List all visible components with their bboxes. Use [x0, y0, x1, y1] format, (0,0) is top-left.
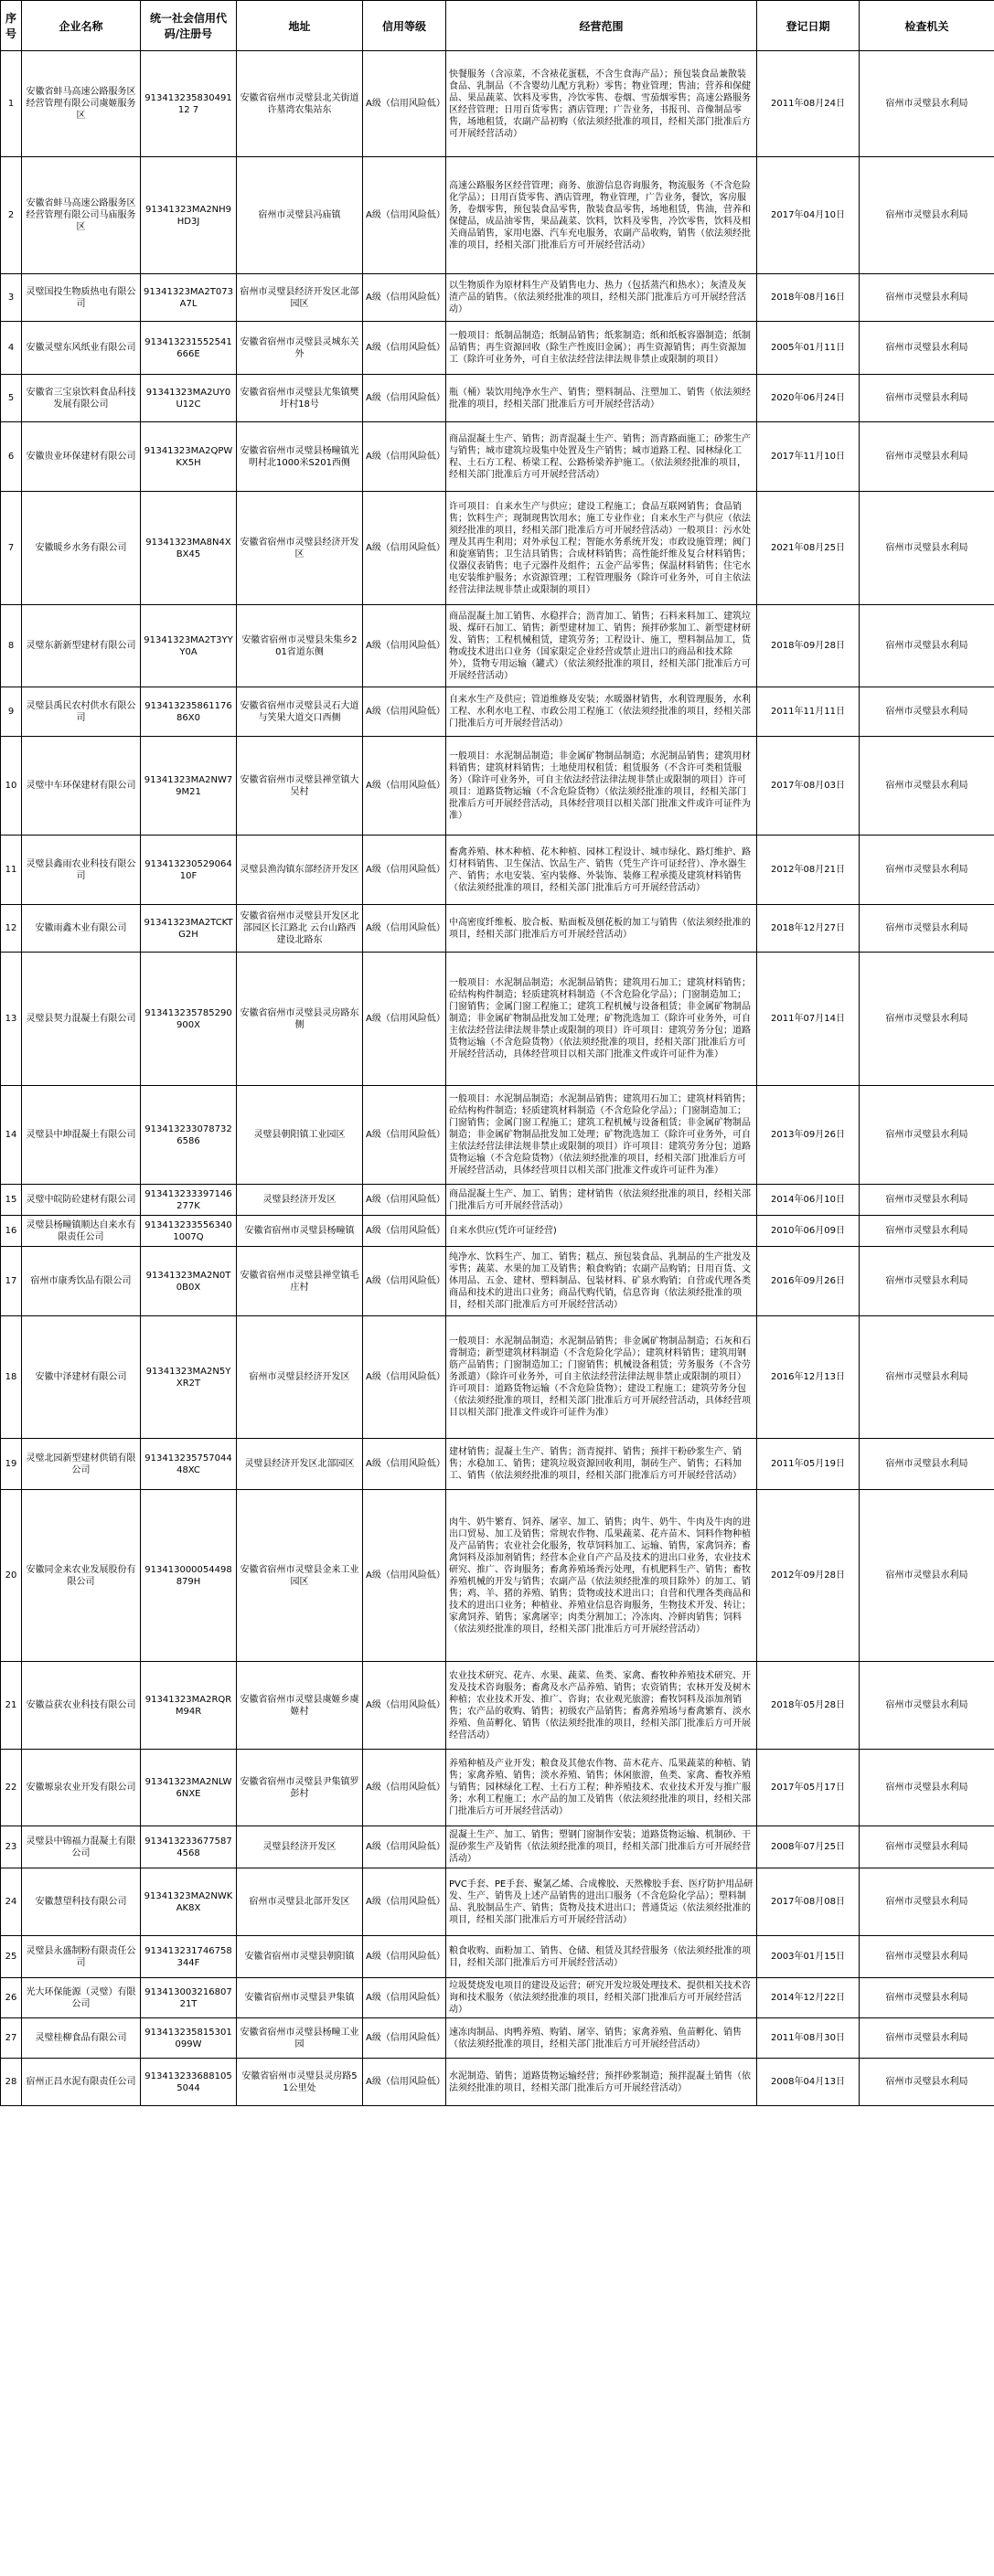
cell-grade: A级（信用风险低）: [363, 375, 446, 422]
cell-scope: 养殖种植及产业开发；粮食及其他农作物、苗木花卉、瓜果蔬菜的种植、销售；家禽养殖、销售；淡水养殖、销售；休闲旅游，鱼类、家禽、畜牧养殖与销售；园林绿化工程、土石方工程；种养殖技术、农业技术开发与推广服务；水利工程施工；水产品的加工及销售（依法须经批准的项目，经相关部门批准后方可开展经营活动）: [446, 1750, 757, 1826]
cell-grade: A级（信用风险低）: [363, 1086, 446, 1185]
header-name: 企业名称: [22, 1, 141, 51]
cell-scope: 畜禽养殖、林木种植、花木种植、园林工程设计、城市绿化、路灯维护、路灯材料销售、卫生保洁、饮品生产、销售（凭生产许可证经营）、净水器生产、销售；水电安装、室内装修、外装饰、装修工程承揽及建筑材料销售（依法须经批准的项目，经相关部门批准后方可开展经营活动）: [446, 836, 757, 905]
cell-no: 8: [1, 605, 22, 687]
cell-grade: A级（信用风险低）: [363, 1662, 446, 1750]
cell-date: 2021年08月25日: [757, 492, 860, 605]
cell-scope: PVC手套、PE手套、聚氯乙烯、合成橡胶、天然橡胶手套、医疗防护用品研发、生产、销售及上述产品销售的进出口服务（不含危险化学品）；塑料制品、乳胶制品生产、销售；货物及技术进出口；普通货运（依法须经批准的项目，经相关部门批准后方可开展经营活动）: [446, 1868, 757, 1936]
cell-date: 2017年08月03日: [757, 737, 860, 836]
cell-org: 宿州市灵璧县水利局: [860, 953, 994, 1086]
cell-code: 91341323MA2T3YYY0A: [141, 605, 237, 687]
cell-org: 宿州市灵璧县水利局: [860, 157, 994, 274]
cell-no: 25: [1, 1936, 22, 1978]
cell-company: 灵璧县禹民农村供水有限公司: [22, 687, 141, 737]
cell-no: 5: [1, 375, 22, 422]
table-row: [1, 1247, 994, 1316]
cell-address: 宿州市灵璧县经济开发区北部园区: [237, 274, 363, 322]
cell-code: 91341323MA2UY0U12C: [141, 375, 237, 422]
cell-date: 2011年07月14日: [757, 953, 860, 1086]
cell-scope: 自来水生产及供应；管道维修及安装；水暖器材销售，水利管理服务，水利工程、水利水电工程、市政公用工程施工（依法须经批准的项目，经相关部门批准后方可开展经营活动）: [446, 687, 757, 737]
cell-grade: A级（信用风险低）: [363, 1490, 446, 1662]
header-scope: 经营范围: [446, 1, 757, 51]
cell-code: 91341323575704448XC: [141, 1439, 237, 1490]
cell-scope: 肉牛、奶牛繁育、饲养、屠宰、加工、销售；肉牛、奶牛、牛肉及牛肉的进出口贸易、加工及销售；常规农作物、瓜果蔬菜、花卉苗木、饲料作物种植及产品销售；农业社会化服务，牧草饲料加工、运输、销售，家禽饲养；畜禽饲料及添加剂销售；经营本企业自产产品及技术的进出口业务，农业技术研究、推广、咨询服务；畜禽养殖场粪污处理，有机肥料生产、销售；畜牧养殖机械的开发与销售；农副产品（依法须经批准的项目除外）的加工、销售；鸡、羊、猪的养殖、销售；货物或技术进出口；自营和代理各类商品和技术的进出口业务；种植业、养殖业信息咨询服务，生物技术开发、转让；家禽饲养、销售；家禽屠宰；肉类分割加工；冷冻肉、冷鲜肉销售；饲料（依法须经批准的项目，经相关部门批准后方可开展经营活动）: [446, 1490, 757, 1662]
cell-org: 宿州市灵璧县水利局: [860, 322, 994, 375]
cell-grade: A级（信用风险低）: [363, 1216, 446, 1247]
cell-org: 宿州市灵璧县水利局: [860, 375, 994, 422]
cell-org: 宿州市灵璧县水利局: [860, 1868, 994, 1936]
cell-org: 宿州市灵璧县水利局: [860, 1490, 994, 1662]
cell-grade: A级（信用风险低）: [363, 157, 446, 274]
cell-address: 灵璧县经济开发区北部园区: [237, 1439, 363, 1490]
cell-org: 宿州市灵璧县水利局: [860, 274, 994, 322]
cell-company: 灵璧桂柳食品有限公司: [22, 2018, 141, 2059]
table-row: [1, 492, 994, 605]
cell-company: 灵璧国投生物质热电有限公司: [22, 274, 141, 322]
table-row: [1, 1936, 994, 1978]
cell-no: 13: [1, 953, 22, 1086]
header-date: 登记日期: [757, 1, 860, 51]
cell-org: 宿州市灵璧县水利局: [860, 1826, 994, 1868]
cell-date: 2017年11月10日: [757, 422, 860, 492]
table-row: [1, 322, 994, 375]
table-row: [1, 1826, 994, 1868]
table-row: [1, 1439, 994, 1490]
cell-code: 91341323MA2NH9HD3J: [141, 157, 237, 274]
table-row: [1, 1086, 994, 1185]
table-row: [1, 375, 994, 422]
cell-code: 91341323MA2NWKAK8X: [141, 1868, 237, 1936]
cell-no: 11: [1, 836, 22, 905]
cell-company: 灵璧中皖防砼建材有限公司: [22, 1185, 141, 1216]
cell-code: 913413231552541666E: [141, 322, 237, 375]
cell-org: 宿州市灵璧县水利局: [860, 1439, 994, 1490]
cell-code: 91341323586117686X0: [141, 687, 237, 737]
cell-date: 2018年09月28日: [757, 605, 860, 687]
cell-company: 安徽省蚌马高速公路服务区经营管理有限公司马庙服务区: [22, 157, 141, 274]
header-row: [1, 1, 994, 51]
cell-code: 9134132335563401007Q: [141, 1216, 237, 1247]
cell-company: 光大环保能源（灵璧）有限公司: [22, 1978, 141, 2018]
cell-company: 灵璧中车环保建材有限公司: [22, 737, 141, 836]
cell-company: 灵璧东新新型建材有限公司: [22, 605, 141, 687]
cell-scope: 瓶（桶）装饮用纯净水生产、销售；塑料制品、注塑加工、销售（依法须经批准的项目，经相关部门批准后方可开展经营活动）: [446, 375, 757, 422]
cell-code: 91341323MA8N4XBX45: [141, 492, 237, 605]
header-no: 序号: [1, 1, 22, 51]
table-row: [1, 953, 994, 1086]
cell-address: 安徽省宿州市灵璧县灵房路东侧: [237, 953, 363, 1086]
cell-grade: A级（信用风险低）: [363, 1247, 446, 1316]
cell-scope: 纯净水、饮料生产、加工、销售；糕点、预包装食品、乳制品的生产批发及零售；蔬菜、水果的加工及销售；粮食购销；农副产品购销；日用百货、文体用品、五金、建材、塑料制品、包装材料、矿泉水购销；自营或代理各类商品和技术的进出口业务；商品代购代销，信息咨询（依法须经批准的项目，经相关部门批准后方可开展经营活动）: [446, 1247, 757, 1316]
cell-no: 18: [1, 1316, 22, 1439]
cell-scope: 商品混凝土生产、销售；沥青混凝土生产、销售；沥青路面施工；砂浆生产与销售；城市建筑垃圾集中处置及生产销售；城市道路工程、园林绿化工程、土石方工程、桥梁工程、公路桥梁养护施工。（依法须经批准的项目，经相关部门批准后方可开展经营活动）: [446, 422, 757, 492]
header-org: 检查机关: [860, 1, 994, 51]
cell-code: 913413000054498879H: [141, 1490, 237, 1662]
cell-no: 22: [1, 1750, 22, 1826]
cell-date: 2014年06月10日: [757, 1185, 860, 1216]
cell-no: 23: [1, 1826, 22, 1868]
cell-grade: A级（信用风险低）: [363, 1185, 446, 1216]
cell-no: 3: [1, 274, 22, 322]
cell-org: 宿州市灵璧县水利局: [860, 1316, 994, 1439]
cell-company: 安徽雨鑫木业有限公司: [22, 905, 141, 953]
cell-grade: A级（信用风险低）: [363, 905, 446, 953]
cell-address: 灵璧县经济开发区: [237, 1185, 363, 1216]
cell-address: 宿州市灵璧县北部开发区: [237, 1868, 363, 1936]
cell-date: 2011年11月11日: [757, 687, 860, 737]
cell-company: 灵璧北园新型建材供销有限公司: [22, 1439, 141, 1490]
cell-address: 安徽省宿州市灵璧县灵城东关外: [237, 322, 363, 375]
cell-no: 1: [1, 51, 22, 157]
cell-address: 灵璧县渔沟镇东部经济开发区: [237, 836, 363, 905]
cell-company: 安徽暖乡水务有限公司: [22, 492, 141, 605]
table-row: [1, 1868, 994, 1936]
header-grade: 信用等级: [363, 1, 446, 51]
cell-date: 2017年04月10日: [757, 157, 860, 274]
cell-no: 2: [1, 157, 22, 274]
cell-org: 宿州市灵璧县水利局: [860, 1086, 994, 1185]
cell-no: 24: [1, 1868, 22, 1936]
cell-grade: A级（信用风险低）: [363, 953, 446, 1086]
cell-code: 913413233397146277K: [141, 1185, 237, 1216]
cell-no: 16: [1, 1216, 22, 1247]
cell-company: 安徽塬泉农业开发有限公司: [22, 1750, 141, 1826]
cell-company: 安徽省三宝泉饮料食品科技发展有限公司: [22, 375, 141, 422]
cell-date: 2008年04月13日: [757, 2059, 860, 2106]
cell-scope: 速冻肉制品、肉鸭养殖、购销、屠宰、销售；家禽养殖、鱼苗孵化、销售（依法须经批准的项目，经相关部门批准后方可开展经营活动）: [446, 2018, 757, 2059]
table-row: [1, 51, 994, 157]
cell-date: 2014年12月22日: [757, 1978, 860, 2018]
cell-code: 91341323MA2N0T0B0X: [141, 1247, 237, 1316]
cell-no: 4: [1, 322, 22, 375]
cell-company: 灵璧县杨疃镇顺达自来水有限责任公司: [22, 1216, 141, 1247]
table-row: [1, 737, 994, 836]
cell-scope: 一般项目：水泥制品制造；水泥制品销售；建筑用石加工；建筑材料销售；砼结构构件制造；轻质建筑材料制造（不含危险化学品）；门窗制造加工；门窗销售；金属门窗工程施工；建筑工程机械与设备租赁；非金属矿物制品制造；非金属矿物制品批发加工处理；矿物洗选加工（除许可业务外，可自主依法经营法律法规非禁止或限制的项目）许可项目：建筑劳务分包；道路货物运输（不含危险货物）（依法须经批准的项目，经相关部门批准后方可开展经营活动，具体经营项目以相关部门批准文件或许可证件为准）: [446, 953, 757, 1086]
cell-date: 2011年05月19日: [757, 1439, 860, 1490]
cell-code: 91341323MA2RQRM94R: [141, 1662, 237, 1750]
cell-no: 6: [1, 422, 22, 492]
table-row: [1, 1185, 994, 1216]
cell-scope: 一般项目：水泥制品制造；非金属矿物制品制造；水泥制品销售；建筑用材料销售；建筑材料销售；土地使用权租赁；租赁服务（不含许可类租赁服务）（除许可业务外，可自主依法经营法律法规非禁止或限制的项目）许可项目：道路货物运输（不含危险货物）（依法须经批准的项目，经相关部门批准后方可开展经营活动，具体经营项目以相关部门批准文件或许可证件为准）: [446, 737, 757, 836]
cell-company: 安徽同金来农业发展股份有限公司: [22, 1490, 141, 1662]
cell-address: 安徽省宿州市灵璧县杨疃镇光明村北1000米S201西侧: [237, 422, 363, 492]
cell-date: 2017年08月08日: [757, 1868, 860, 1936]
cell-org: 宿州市灵璧县水利局: [860, 1662, 994, 1750]
cell-no: 7: [1, 492, 22, 605]
cell-org: 宿州市灵璧县水利局: [860, 1936, 994, 1978]
table-row: [1, 1490, 994, 1662]
cell-code: 9134132330787326586: [141, 1086, 237, 1185]
table-row: [1, 2059, 994, 2106]
cell-address: 安徽省宿州市灵璧县开发区北部园区长江路北 云台山路西 建设北路东: [237, 905, 363, 953]
cell-address: 安徽省宿州市灵璧县经济开发区: [237, 492, 363, 605]
cell-company: 灵璧县鑫雨农业科技有限公司: [22, 836, 141, 905]
cell-grade: A级（信用风险低）: [363, 492, 446, 605]
cell-address: 安徽省宿州市灵璧县尹集镇罗彭村: [237, 1750, 363, 1826]
cell-code: 91341323MA2QPWKX5H: [141, 422, 237, 492]
cell-scope: 许可项目：自来水生产与供应；建设工程施工；食品互联网销售；食品销售；饮料生产；现制现售饮用水；施工专业作业；自来水生产与供应（依法须经批准的项目，经相关部门批准后方可开展经营活动）一般项目：污水处理及其再生利用；对外承包工程；智能水务系统开发；市政设施管理；阀门和旋塞销售；卫生洁具销售；合成材料销售；高性能纤维及复合材料销售；仪器仪表销售；电子元器件及组件；五金产品零售；保温材料销售；住宅水电安装维护服务；水资源管理；工程管理服务（除许可业务外，可自主依法经营法律法规非禁止或限制的项目）: [446, 492, 757, 605]
cell-address: 安徽省宿州市灵璧县虞姬乡虞姬村: [237, 1662, 363, 1750]
cell-company: 灵璧县永盛制粉有限责任公司: [22, 1936, 141, 1978]
cell-address: 宿州市灵璧县经济开发区: [237, 1316, 363, 1439]
cell-no: 19: [1, 1439, 22, 1490]
cell-scope: 高速公路服务区经营管理；商务、旅游信息咨询服务，物流服务（不含危险化学品）；日用百货零售、酒店管理，物业管理，广告业务，餐饮，客房服务，卷烟零售，预包装食品零售，散装食品零售，场地租赁，售油，营养和保健品，成品油零售，果品蔬菜、饮料，饮料及零售，冷饮零售，饮料及相关商品销售，家用电器、汽车充电服务，农副产品收购，销售（依法须经批准的项目，经相关部门批准后方可开展经营活动）: [446, 157, 757, 274]
cell-grade: A级（信用风险低）: [363, 1868, 446, 1936]
cell-company: 安徽慧望科技有限公司: [22, 1868, 141, 1936]
cell-company: 灵璧县中坤混凝土有限公司: [22, 1086, 141, 1185]
cell-address: 安徽省宿州市灵璧县金来工业园区: [237, 1490, 363, 1662]
cell-date: 2003年01月15日: [757, 1936, 860, 1978]
cell-scope: 一般项目：纸制品制造；纸制品销售；纸浆制造；纸和纸板容器制造；纸制品销售；再生资源回收（除生产性废旧金属）；再生资源销售；再生资源加工（除许可业务外，可自主依法经营法律法规非禁止或限制的项目）: [446, 322, 757, 375]
cell-no: 26: [1, 1978, 22, 2018]
cell-code: 91341323MA2NW79M21: [141, 737, 237, 836]
table-row: [1, 1216, 994, 1247]
cell-no: 10: [1, 737, 22, 836]
cell-company: 安徽贵业环保建材有限公司: [22, 422, 141, 492]
cell-grade: A级（信用风险低）: [363, 1750, 446, 1826]
cell-address: 安徽省宿州市灵璧县杨疃工业园: [237, 2018, 363, 2059]
cell-address: 安徽省宿州市灵璧县灵房路51公里处: [237, 2059, 363, 2106]
cell-date: 2018年08月16日: [757, 274, 860, 322]
cell-org: 宿州市灵璧县水利局: [860, 1216, 994, 1247]
cell-grade: A级（信用风险低）: [363, 1316, 446, 1439]
cell-company: 宿州市康秀饮品有限公司: [22, 1247, 141, 1316]
cell-date: 2013年09月26日: [757, 1086, 860, 1185]
cell-code: 913413235815301099W: [141, 2018, 237, 2059]
cell-grade: A级（信用风险低）: [363, 737, 446, 836]
cell-address: 安徽省宿州市灵璧县禅堂镇毛庄村: [237, 1247, 363, 1316]
cell-company: 安徽省蚌马高速公路服务区经营管理有限公司虞姬服务区: [22, 51, 141, 157]
cell-date: 2011年08月30日: [757, 2018, 860, 2059]
cell-scope: 中高密度纤维板、胶合板、贴面板及刨花板的加工与销售（依法须经批准的项目，经相关部门批准后方可开展经营活动）: [446, 905, 757, 953]
cell-grade: A级（信用风险低）: [363, 836, 446, 905]
cell-org: 宿州市灵璧县水利局: [860, 737, 994, 836]
cell-date: 2016年09月26日: [757, 1247, 860, 1316]
table-row: [1, 1750, 994, 1826]
cell-org: 宿州市灵璧县水利局: [860, 51, 994, 157]
header-address: 地址: [237, 1, 363, 51]
cell-scope: 水泥制造、销售；道路货物运输经营；预拌砂浆制造；预拌混凝土销售（依法须经批准的项目，经相关部门批准后方可开展经营活动）: [446, 2059, 757, 2106]
table-row: [1, 2018, 994, 2059]
cell-grade: A级（信用风险低）: [363, 422, 446, 492]
cell-address: 安徽省宿州市灵璧县朝阳镇: [237, 1936, 363, 1978]
cell-address: 安徽省宿州市灵璧县尹集镇: [237, 1978, 363, 2018]
cell-date: 2020年06月24日: [757, 375, 860, 422]
cell-address: 安徽省宿州市灵璧县尤集镇樊圩村18号: [237, 375, 363, 422]
cell-no: 17: [1, 1247, 22, 1316]
cell-no: 21: [1, 1662, 22, 1750]
cell-grade: A级（信用风险低）: [363, 605, 446, 687]
cell-scope: 一般项目：水泥制品制造；水泥制品销售；非金属矿物制品制造；石灰和石膏制造；新型建筑材料制造（不含危险化学品）；建筑材料销售；建筑用钢筋产品销售；门窗制造加工；门窗销售；机械设备租赁；劳务服务（不含劳务派遣）（除许可业务外，可自主依法经营法律法规非禁止或限制的项目）许可项目：道路货物运输（不含危险货物）；建设工程施工；建筑劳务分包（依法须经批准的项目，经相关部门批准后方可开展经营活动，具体经营项目以相关部门批准文件或许可证件为准）: [446, 1316, 757, 1439]
cell-grade: A级（信用风险低）: [363, 2018, 446, 2059]
cell-company: 安徽灵璧东风纸业有限公司: [22, 322, 141, 375]
cell-org: 宿州市灵璧县水利局: [860, 1247, 994, 1316]
cell-org: 宿州市灵璧县水利局: [860, 1750, 994, 1826]
cell-org: 宿州市灵璧县水利局: [860, 605, 994, 687]
cell-scope: 建材销售；混凝土生产、销售；沥青搅拌、销售；预拌干粉砂浆生产、销售；水稳加工、销售；建筑垃圾资源回收利用，制砖生产、销售；石料加工、销售（依法须经批准的项目，经相关部门批准后方可开展经营活动）: [446, 1439, 757, 1490]
cell-org: 宿州市灵璧县水利局: [860, 1185, 994, 1216]
table-row: [1, 422, 994, 492]
cell-scope: 商品混凝土加工销售、水稳拌合；沥青加工、销售；石料来料加工、建筑垃圾、煤矸石加工、销售；新型建材加工、销售；预拌砂浆加工、新型建材研发、销售；工程机械租赁，建筑劳务；工程设计、施工，塑料制品加工，货物或技术进出口业务（国家限定企业经营或禁止进出口的商品和技术除外），货物专用运输（罐式）（依法须经批准的项目，经相关部门批准后方可开展经营活动）: [446, 605, 757, 687]
cell-org: 宿州市灵璧县水利局: [860, 687, 994, 737]
cell-org: 宿州市灵璧县水利局: [860, 2059, 994, 2106]
table-row: [1, 1316, 994, 1439]
cell-date: 2017年05月17日: [757, 1750, 860, 1826]
cell-grade: A级（信用风险低）: [363, 2059, 446, 2106]
table-row: [1, 687, 994, 737]
cell-company: 宿州正昌水泥有限责任公司: [22, 2059, 141, 2106]
table-row: [1, 905, 994, 953]
cell-grade: A级（信用风险低）: [363, 1826, 446, 1868]
cell-code: 913413231746758344F: [141, 1936, 237, 1978]
cell-address: 灵璧县经济开发区: [237, 1826, 363, 1868]
table-row: [1, 1662, 994, 1750]
cell-code: 91341300321680721T: [141, 1978, 237, 2018]
cell-scope: 商品混凝土生产、加工、销售；建材销售（依法须经批准的项目，经相关部门批准后方可开展经营活动）: [446, 1185, 757, 1216]
cell-code: 9134132336775874568: [141, 1826, 237, 1868]
cell-grade: A级（信用风险低）: [363, 274, 446, 322]
cell-code: 91341323MA2T073A7L: [141, 274, 237, 322]
cell-scope: 混凝土生产、加工、销售；塑钢门窗制作安装；道路货物运输、机制砂、干混砂浆生产及销售（依法须经批准的项目，经相关部门批准后方可开展经营活动）: [446, 1826, 757, 1868]
cell-grade: A级（信用风险低）: [363, 1439, 446, 1490]
cell-scope: 以生物质作为原材料生产及销售电力、热力（包括蒸汽和热水）；灰渣及灰渣产品的销售。（依法须经批准的项目，经相关部门批准后方可开展经营活动）: [446, 274, 757, 322]
cell-scope: 一般项目：水泥制品制造；水泥制品销售；建筑用石加工；建筑材料销售；砼结构构件制造；轻质建筑材料制造（不含危险化学品）；门窗制造加工；门窗销售；金属门窗工程施工；建筑工程机械与设备租赁；非金属矿物制品制造；非金属矿物制品批发加工处理；矿物洗选加工（除许可业务外，可自主依法经营法律法规非禁止或限制的项目）许可项目：建筑劳务分包；道路货物运输（不含危险货物）（依法须经批准的项目，经相关部门批准后方可开展经营活动，具体经营项目以相关部门批准文件或许可证件为准）: [446, 1086, 757, 1185]
cell-grade: A级（信用风险低）: [363, 1978, 446, 2018]
cell-code: 91341323MA2TCKTG2H: [141, 905, 237, 953]
cell-code: 913413235785290900X: [141, 953, 237, 1086]
table-row: [1, 274, 994, 322]
cell-date: 2016年12月13日: [757, 1316, 860, 1439]
cell-address: 安徽省宿州市灵璧县北关街道许墓湾农集站东: [237, 51, 363, 157]
header-code: 统一社会信用代码/注册号: [141, 1, 237, 51]
cell-address: 安徽省宿州市灵璧县杨疃镇: [237, 1216, 363, 1247]
table-row: [1, 836, 994, 905]
cell-grade: A级（信用风险低）: [363, 322, 446, 375]
cell-date: 2012年08月21日: [757, 836, 860, 905]
cell-no: 28: [1, 2059, 22, 2106]
cell-company: 灵璧县中锦福力混凝土有限公司: [22, 1826, 141, 1868]
cell-date: 2018年05月28日: [757, 1662, 860, 1750]
cell-org: 宿州市灵璧县水利局: [860, 422, 994, 492]
cell-org: 宿州市灵璧县水利局: [860, 836, 994, 905]
cell-scope: 自来水供应(凭许可证经营): [446, 1216, 757, 1247]
cell-company: 安徽益获农业科技有限公司: [22, 1662, 141, 1750]
cell-date: 2005年01月11日: [757, 322, 860, 375]
table-row: [1, 605, 994, 687]
cell-org: 宿州市灵璧县水利局: [860, 1978, 994, 2018]
cell-date: 2012年09月28日: [757, 1490, 860, 1662]
cell-date: 2008年07月25日: [757, 1826, 860, 1868]
cell-scope: 快餐服务（含凉菜，不含裱花蛋糕，不含生食海产品）；预包装食品兼散装食品、乳制品（不含婴幼儿配方乳粉）零售；物业管理；售油；营养和保健品、果品蔬菜、饮料及零售，冷饮零售、卷烟、雪茄烟零售；高速公路服务区经营管理；日用百货零售；酒店管理；广告业务，书报刊、音像制品零售，场地租赁，农副产品初购（依法须经批准的项目，经相关部门批准后方可开展经营活动）: [446, 51, 757, 157]
cell-address: 宿州市灵璧县冯庙镇: [237, 157, 363, 274]
cell-no: 14: [1, 1086, 22, 1185]
cell-scope: 垃圾焚烧发电项目的建设及运营；研究开发垃圾处理技术、提供相关技术咨询和技术服务（依法须经批准的项目，经相关部门批准后方可开展经营活动）: [446, 1978, 757, 2018]
table-row: [1, 157, 994, 274]
cell-code: 91341323MA2N5YXR2T: [141, 1316, 237, 1439]
cell-org: 宿州市灵璧县水利局: [860, 905, 994, 953]
table-row: [1, 1978, 994, 2018]
cell-company: 安徽中泽建材有限公司: [22, 1316, 141, 1439]
cell-org: 宿州市灵璧县水利局: [860, 492, 994, 605]
cell-no: 9: [1, 687, 22, 737]
cell-company: 灵璧县契力混凝土有限公司: [22, 953, 141, 1086]
cell-code: 91341323052906410F: [141, 836, 237, 905]
cell-no: 15: [1, 1185, 22, 1216]
cell-grade: A级（信用风险低）: [363, 1936, 446, 1978]
cell-grade: A级（信用风险低）: [363, 51, 446, 157]
cell-address: 灵璧县朝阳镇工业园区: [237, 1086, 363, 1185]
cell-scope: 农业技术研究、花卉、水果、蔬菜、鱼类、家禽、畜牧种养殖技术研究、开发及技术咨询服务；畜禽及水产品养殖、销售；农资销售；农林开发及树木种植；农业技术开发、推广、咨询；农业观光旅游；畜牧饲料及添加剂销售；农产品的收购、销售；初级农产品销售；畜禽养殖场与畜禽繁育、淡水养殖、鱼苗孵化、销售（依法须经批准的项目，经相关部门批准后方可开展经营活动）: [446, 1662, 757, 1750]
cell-grade: A级（信用风险低）: [363, 687, 446, 737]
cell-date: 2010年06月09日: [757, 1216, 860, 1247]
cell-org: 宿州市灵璧县水利局: [860, 2018, 994, 2059]
cell-scope: 粮食收购、面粉加工、销售、仓储、租赁及其经营服务（依法须经批准的项目，经相关部门批准后方可开展经营活动）: [446, 1936, 757, 1978]
cell-date: 2011年08月24日: [757, 51, 860, 157]
cell-no: 27: [1, 2018, 22, 2059]
cell-code: 91341323MA2NLW6NXE: [141, 1750, 237, 1826]
cell-date: 2018年12月27日: [757, 905, 860, 953]
cell-address: 安徽省宿州市灵璧县朱集乡201省道东侧: [237, 605, 363, 687]
cell-address: 安徽省宿州市灵璧县禅堂镇大吴村: [237, 737, 363, 836]
cell-address: 安徽省宿州市灵璧县灵石大道与笑果大道交口西侧: [237, 687, 363, 737]
cell-code: 91341323583049112 7: [141, 51, 237, 157]
cell-code: 9134132336881055044: [141, 2059, 237, 2106]
cell-no: 20: [1, 1490, 22, 1662]
cell-no: 12: [1, 905, 22, 953]
